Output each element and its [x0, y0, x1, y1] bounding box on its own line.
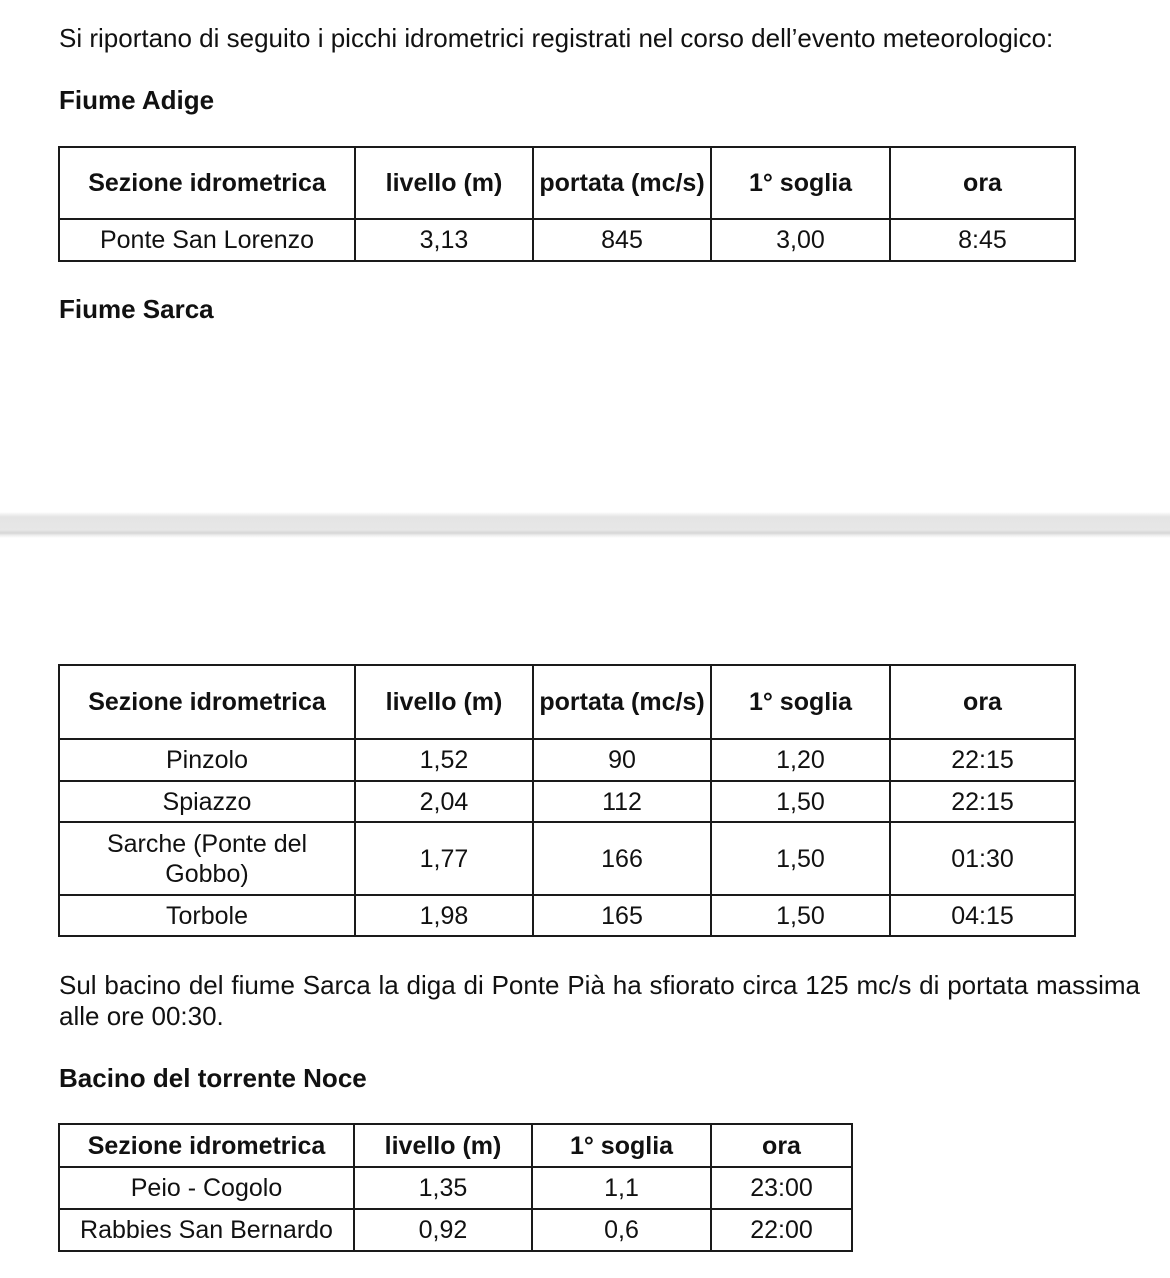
table-row: [59, 1209, 852, 1251]
column-header: livello (m): [355, 147, 533, 219]
table-row: [59, 1167, 852, 1209]
section-heading-noce: Bacino del torrente Noce: [59, 1063, 367, 1093]
column-header: portata (mc/s): [533, 147, 711, 219]
table-cell: Torbole: [59, 895, 355, 936]
table-noce: [58, 1123, 853, 1252]
table-row: [59, 895, 1075, 936]
table-cell: Pinzolo: [59, 739, 355, 781]
table-cell: 23:00: [711, 1167, 852, 1209]
column-header: livello (m): [355, 665, 533, 739]
table-row: [59, 739, 1075, 781]
table-cell: Sarche (Ponte del Gobbo): [59, 822, 355, 895]
sarca-note-paragraph: Sul bacino del fiume Sarca la diga di Ponte Pià ha sfiorato circa 125 mc/s di portata massima alle ore 00:30.: [59, 970, 1140, 1031]
table-cell: 2,04: [355, 781, 533, 822]
table-cell: Ponte San Lorenzo: [59, 219, 355, 261]
section-heading-adige: Fiume Adige: [59, 85, 215, 115]
table-cell: 1,98: [355, 895, 533, 936]
column-header: ora: [890, 665, 1075, 739]
table-cell: 04:15: [890, 895, 1075, 936]
table-cell: 112: [533, 781, 711, 822]
table-cell: 22:00: [711, 1209, 852, 1251]
table-header-row: [59, 1124, 852, 1167]
table-cell: 1,35: [354, 1167, 532, 1209]
table-row: [59, 781, 1075, 822]
table-cell: 90: [533, 739, 711, 781]
section-heading-sarca: Fiume Sarca: [59, 294, 214, 324]
table-adige: [58, 146, 1076, 262]
table-cell: 1,77: [355, 822, 533, 895]
table-header-row: [59, 665, 1075, 739]
column-header: portata (mc/s): [533, 665, 711, 739]
table-header-row: [59, 147, 1075, 219]
table-cell: 0,92: [354, 1209, 532, 1251]
table-cell: 1,50: [711, 822, 890, 895]
column-header: ora: [711, 1124, 852, 1167]
table-cell: 0,6: [532, 1209, 711, 1251]
column-header: Sezione idrometrica: [59, 147, 355, 219]
column-header: 1° soglia: [711, 147, 890, 219]
table-cell: 3,00: [711, 219, 890, 261]
column-header: 1° soglia: [532, 1124, 711, 1167]
table-cell: 1,52: [355, 739, 533, 781]
table-cell: 845: [533, 219, 711, 261]
table-cell: 22:15: [890, 781, 1075, 822]
table-cell: 1,1: [532, 1167, 711, 1209]
table-cell: 1,20: [711, 739, 890, 781]
table-cell: Spiazzo: [59, 781, 355, 822]
column-header: 1° soglia: [711, 665, 890, 739]
intro-paragraph: Si riportano di seguito i picchi idrometrici registrati nel corso dell’evento meteorologico:: [59, 23, 1054, 53]
table-cell: 3,13: [355, 219, 533, 261]
table-cell: 1,50: [711, 781, 890, 822]
column-header: livello (m): [354, 1124, 532, 1167]
table-row: [59, 219, 1075, 261]
column-header: Sezione idrometrica: [59, 665, 355, 739]
table-row: [59, 822, 1075, 895]
table-cell: Peio - Cogolo: [59, 1167, 354, 1209]
table-cell: 22:15: [890, 739, 1075, 781]
table-cell: 8:45: [890, 219, 1075, 261]
table-cell: 1,50: [711, 895, 890, 936]
column-header: ora: [890, 147, 1075, 219]
page-break-divider: [0, 512, 1170, 538]
table-cell: Rabbies San Bernardo: [59, 1209, 354, 1251]
table-cell: 01:30: [890, 822, 1075, 895]
table-cell: 166: [533, 822, 711, 895]
column-header: Sezione idrometrica: [59, 1124, 354, 1167]
table-sarca: [58, 664, 1076, 937]
table-cell: 165: [533, 895, 711, 936]
